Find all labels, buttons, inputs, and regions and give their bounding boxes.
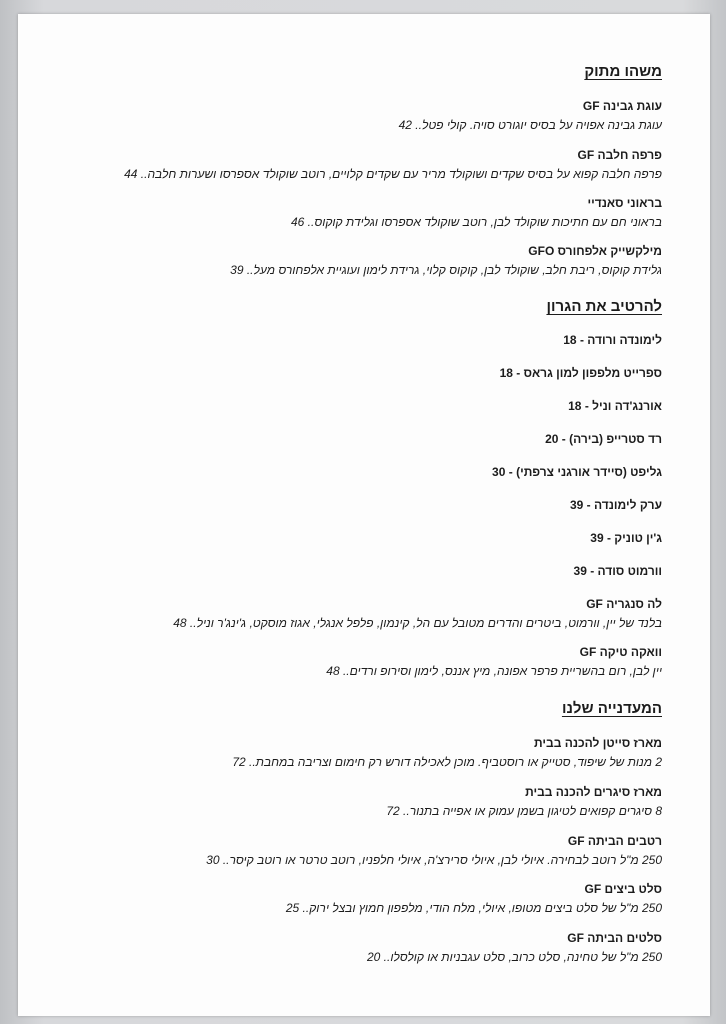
deli-list — [82, 736, 662, 965]
section-title-deli: המעדנייה שלנו — [561, 700, 662, 717]
menu-item — [82, 99, 662, 133]
menu-item — [82, 931, 662, 965]
menu-item — [82, 366, 662, 381]
item-name: גליפט (סיידר אורגני צרפתי) - 30 — [492, 465, 662, 479]
item-name: ג'ין טוניק - 39 — [590, 531, 662, 545]
menu-item — [82, 498, 662, 513]
item-description: 250 מ"ל רוטב לבחירה. איולי לבן, איולי סרירצ'ה, איולי חלפניו, רוטב טרטר או רוטב קיסר.. 30 — [206, 853, 662, 867]
menu-item — [82, 736, 662, 770]
menu-item — [82, 148, 662, 182]
menu-item — [82, 882, 662, 916]
item-name: מילקשייק אלפחורס GFO — [528, 244, 662, 258]
item-name: אורנג'דה וניל - 18 — [568, 399, 662, 413]
item-name: מארז סייטן להכנה בבית — [534, 736, 662, 750]
item-name: וואקה טיקה GF — [579, 645, 662, 659]
item-description: יין לבן, רום בהשריית פרפר אפונה, מיץ אננס, לימון וסירופ ורדים.. 48 — [326, 664, 662, 678]
item-name: ספרייט מלפפון למון גראס - 18 — [499, 366, 662, 380]
item-name: לימונדה ורודה - 18 — [563, 333, 662, 347]
item-name: פרפה חלבה GF — [577, 148, 662, 162]
menu-page — [18, 14, 710, 1016]
section-title-desserts: משהו מתוק — [584, 63, 662, 80]
menu-item — [82, 531, 662, 546]
menu-item — [82, 645, 662, 679]
item-name: רד סטרייפ (בירה) - 20 — [545, 432, 662, 446]
menu-item — [82, 399, 662, 414]
item-name: וורמוט סודה - 39 — [573, 564, 662, 578]
item-name: לה סנגריה GF — [586, 597, 662, 611]
item-description: עוגת גבינה אפויה על בסיס יוגורט סויה. קולי פטל.. 42 — [398, 118, 662, 132]
menu-item — [82, 597, 662, 631]
drinks-list — [82, 333, 662, 679]
menu-item — [82, 834, 662, 868]
item-description: 250 מ"ל של טחינה, סלט כרוב, סלט עגבניות או קולסלו.. 20 — [366, 950, 662, 964]
menu-item — [82, 244, 662, 278]
item-description: 8 סיגרים קפואים לטיגון בשמן עמוק או אפייה בתנור.. 72 — [386, 804, 662, 818]
item-description: גלידת קוקוס, ריבת חלב, שוקולד לבן, קוקוס קלוי, גרידת לימון ועוגיית אלפחורס מעל.. 39 — [230, 263, 662, 277]
menu-item — [82, 196, 662, 230]
item-description: 2 מנות של שיפוד, סטייק או רוסטביף. מוכן לאכילה דורש רק חימום וצריבה במחבת.. 72 — [232, 755, 662, 769]
item-name: בראוני סאנדיי — [587, 196, 662, 210]
item-name: רטבים הביתה GF — [567, 834, 662, 848]
item-name: עוגת גבינה GF — [582, 99, 662, 113]
menu-item — [82, 465, 662, 480]
dessert-list — [82, 99, 662, 278]
item-name: ערק לימונדה - 39 — [569, 498, 662, 512]
item-name: מארז סיגרים להכנה בבית — [525, 785, 662, 799]
menu-content — [82, 50, 662, 965]
item-description: בלנד של יין, וורמוט, ביטרים והדרים מטובל עם הל, קינמון, פלפל אנגלי, אגוז מוסקט, ג'ינג'ר וניל.. 48 — [173, 616, 662, 630]
menu-item — [82, 564, 662, 579]
item-description: פרפה חלבה קפוא על בסיס שקדים ושוקולד מריר עם שקדים קלויים, רוטב שוקולד אספרסו ושערות חלבה.. 44 — [124, 167, 662, 181]
item-name: סלטים הביתה GF — [567, 931, 662, 945]
item-name: סלט ביצים GF — [584, 882, 662, 896]
item-description: בראוני חם עם חתיכות שוקולד לבן, רוטב שוקולד אספרסו וגלידת קוקוס.. 46 — [290, 215, 662, 229]
menu-item — [82, 432, 662, 447]
section-title-drinks: להרטיב את הגרון — [546, 298, 662, 315]
menu-item — [82, 333, 662, 348]
menu-item — [82, 785, 662, 819]
item-description: 250 מ"ל של סלט ביצים מטופו, איולי, מלח הודי, מלפפון חמוץ ובצל ירוק.. 25 — [285, 901, 662, 915]
